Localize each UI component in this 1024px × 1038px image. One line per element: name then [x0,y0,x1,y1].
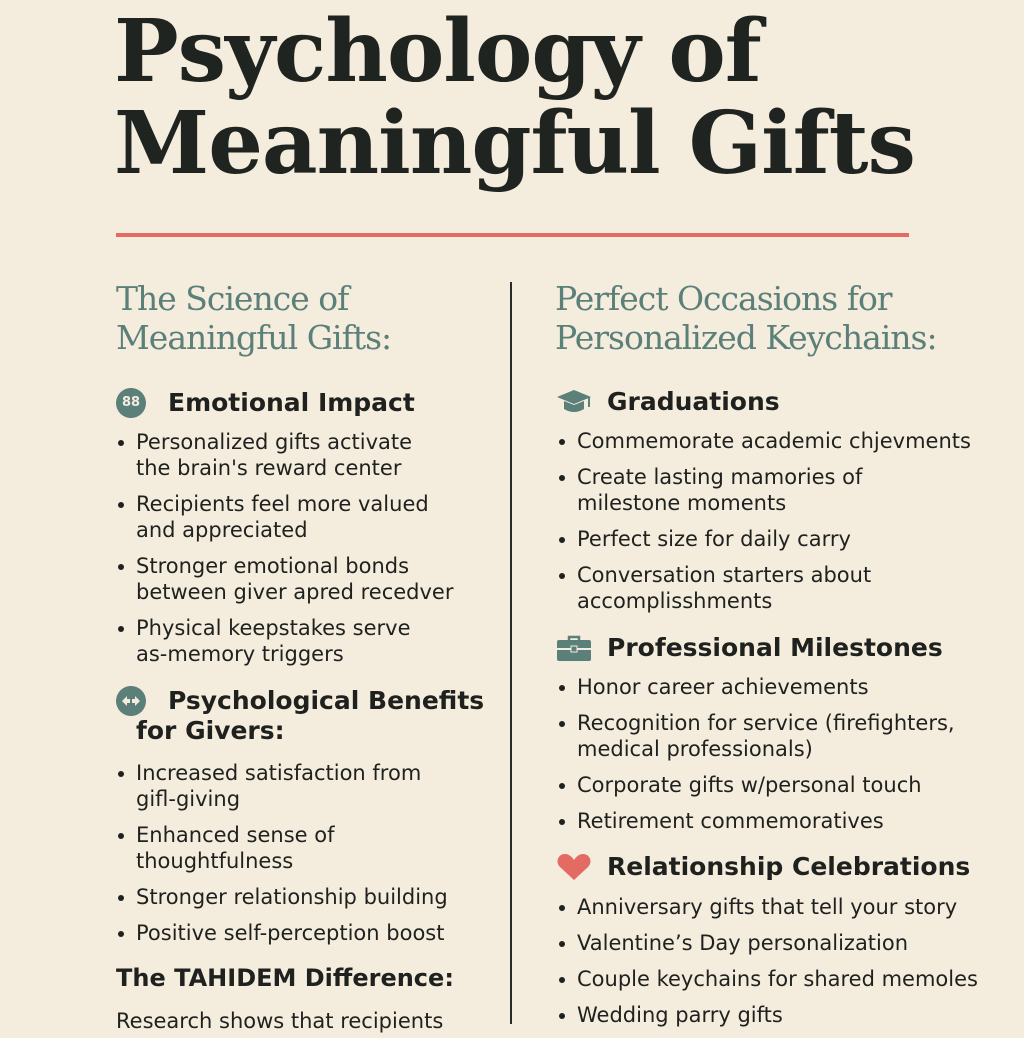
emotional-impact-list [116,429,496,677]
section-professional-milestones-heading [555,633,943,663]
graduation-cap-icon [555,387,593,417]
list-item: Physical keepstakes serve as-memory triggers [116,615,496,667]
page-title-line-1: Psychology of [114,1,761,102]
list-item: Perfect size for daily carry [557,526,997,552]
right-heading-line-1: Perfect Occasions for [555,279,892,318]
list-item: Create lasting mamories of milestone moments [557,464,997,516]
research-text: Research shows that recipients [116,1009,444,1033]
section-title: Emotional Impact [168,388,415,417]
left-column-heading [116,279,391,357]
list-item: Honor career achievements [557,674,997,700]
heart-icon [555,852,593,882]
list-item: Couple keychains for shared memoles [557,966,1017,992]
section-psychological-benefits-heading [116,686,484,746]
list-item: Positive self-perception boost [116,920,496,946]
right-heading-line-2: Personalized Keychains: [555,318,937,357]
section-title: Professional Milestones [607,633,943,662]
brain-icon: 88 [116,388,146,418]
list-item: Retirement commemoratives [557,808,997,834]
tahidem-difference-heading: The TAHIDEM Difference: [116,964,454,992]
section-emotional-impact-heading [116,388,415,418]
list-item: Recognition for service (firefighters, medical professionals) [557,710,997,762]
list-item: Wedding parry gifts [557,1002,1017,1028]
psychological-benefits-list [116,760,496,956]
list-item: Recipients feel more valued and appreciated [116,491,496,543]
section-graduations-heading [555,387,780,417]
list-item: Personalized gifts activate the brain's reward center [116,429,496,481]
page-title-line-2: Meaningful Gifts [114,93,915,194]
list-item: Commemorate academic chjevments [557,428,997,454]
list-item: Stronger emotional bonds between giver apred recedver [116,553,496,605]
list-item: Increased satisfaction from gifl-giving [116,760,496,812]
page-title [114,1,915,194]
list-item: Stronger relationship building [116,884,496,910]
relationship-celebrations-list [557,894,1017,1038]
section-title: Graduations [607,387,780,416]
section-title: Psychological Benefits for Givers: [136,686,485,745]
list-item: Conversation starters about accomplisshments [557,562,997,614]
list-item: Corporate gifts w/personal touch [557,772,997,798]
section-title: Relationship Celebrations [607,852,971,881]
graduations-list [557,428,997,624]
left-heading-line-1: The Science of [116,279,349,318]
left-heading-line-2: Meaningful Gifts: [116,318,392,357]
professional-milestones-list [557,674,997,844]
title-underline [116,233,909,237]
column-divider [510,282,512,1024]
list-item: Enhanced sense of thoughtfulness [116,822,496,874]
list-item: Valentine’s Day personalization [557,930,1017,956]
section-relationship-celebrations-heading [555,852,970,882]
briefcase-icon [555,633,593,663]
list-item: Anniversary gifts that tell your story [557,894,1017,920]
right-column-heading [555,279,937,357]
